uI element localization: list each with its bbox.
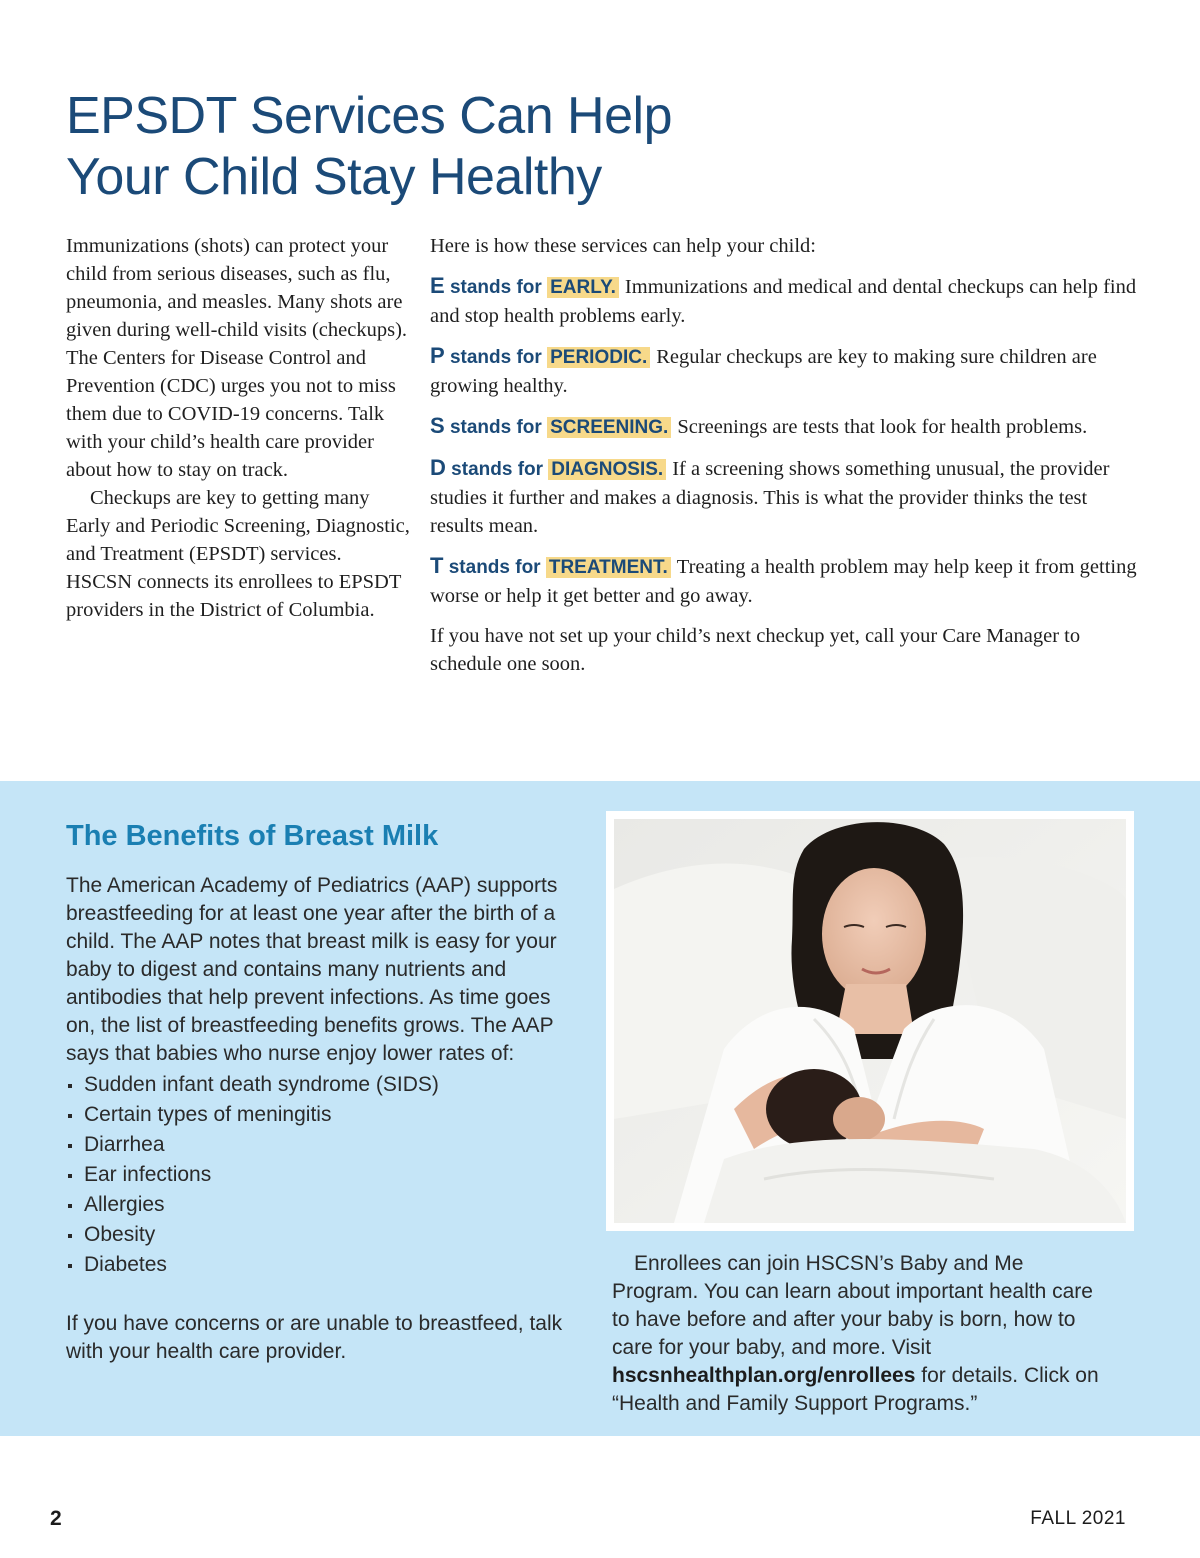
list-item (66, 1130, 576, 1160)
bullet-icon (68, 1174, 72, 1178)
list-item (66, 1220, 576, 1250)
item-description: Screenings are tests that look for health problems. (677, 416, 1088, 438)
bullet-icon (68, 1204, 72, 1208)
list-item-label: Diabetes (84, 1253, 167, 1276)
epsdt-item-screening (430, 412, 1142, 442)
article-title-line-1: EPSDT Services Can Help (66, 87, 672, 145)
enrollees-link[interactable]: hscsnhealthplan.org/enrollees (612, 1364, 916, 1387)
list-item-label: Allergies (84, 1193, 165, 1216)
page-number: 2 (50, 1507, 62, 1530)
list-item (66, 1190, 576, 1220)
item-letter: P (430, 343, 445, 368)
item-keyword-highlight: TREATMENT. (546, 557, 671, 578)
photo-frame (606, 811, 1134, 1231)
item-description: Regular checkups are key to making sure children are growing healthy. (430, 346, 1097, 397)
item-letter: D (430, 455, 446, 480)
panel-paragraph: The American Academy of Pediatrics (AAP) supports breastfeeding for at least one year after the birth of a child. The AAP notes that breast milk is easy for your baby to digest and contains many nutrients and antibodies that help prevent infections. As time goes on, the list of breastfeeding benefits grows. The AAP says that babies who nurse enjoy lower rates of: (66, 874, 558, 1065)
epsdt-intro: Here is how these services can help your child: (430, 235, 816, 257)
mother-nursing-photo (614, 819, 1126, 1223)
epsdt-item-early (430, 272, 1142, 330)
item-letter: S (430, 413, 445, 438)
panel-body (66, 872, 576, 1366)
list-item (66, 1070, 576, 1100)
epsdt-right-column (430, 232, 1142, 678)
item-stands-for: stands for (443, 557, 546, 578)
bullet-icon (68, 1234, 72, 1238)
bullet-icon (68, 1114, 72, 1118)
item-description: Treating a health problem may help keep it from getting worse or help it get better and go away. (430, 556, 1137, 607)
article-title (66, 86, 1066, 208)
item-stands-for: stands for (444, 277, 548, 298)
caption-text-after: for details. Click on “Health and Family Support Programs.” (612, 1364, 1099, 1415)
list-item-label: Certain types of meningitis (84, 1103, 332, 1126)
item-stands-for: stands for (444, 417, 548, 438)
issue-label: FALL 2021 (1030, 1508, 1126, 1529)
item-letter: T (430, 553, 444, 578)
item-keyword-highlight: PERIODIC. (547, 347, 650, 368)
photo-caption (612, 1250, 1112, 1418)
list-item-label: Ear infections (84, 1163, 212, 1186)
list-item-label: Sudden infant death syndrome (SIDS) (84, 1073, 439, 1096)
epsdt-closing: If you have not set up your child’s next checkup yet, call your Care Manager to schedule one soon. (430, 625, 1081, 675)
epsdt-paragraph-2: Checkups are key to getting many Early and Periodic Screening, Diagnostic, and Treatment (EPSDT) services. HSCSN connects its enrollees to EPSDT providers in the District of Columbia. (66, 487, 410, 621)
list-item (66, 1250, 576, 1280)
item-keyword-highlight: DIAGNOSIS. (548, 459, 666, 480)
epsdt-paragraph-1: Immunizations (shots) can protect your child from serious diseases, such as flu, pneumonia, and measles. Many shots are given during well-child visits (checkups). The Centers for Disease Control and Prevention (CDC) urges you not to miss them due to COVID-19 concerns. Talk with your child’s health care provider about how to stay on track. (66, 235, 408, 481)
item-keyword-highlight: SCREENING. (547, 417, 671, 438)
epsdt-item-periodic (430, 342, 1142, 400)
item-stands-for: stands for (444, 347, 548, 368)
epsdt-left-column (66, 232, 411, 624)
breast-milk-panel (0, 781, 1200, 1436)
epsdt-item-diagnosis (430, 454, 1142, 540)
item-letter: E (430, 273, 445, 298)
caption-text-before: Enrollees can join HSCSN’s Baby and Me Program. You can learn about important health care to have before and after your baby is born, how to care for your baby, and more. Visit (612, 1252, 1093, 1359)
panel-title: The Benefits of Breast Milk (66, 820, 439, 852)
bullet-icon (68, 1084, 72, 1088)
epsdt-item-treatment (430, 552, 1142, 610)
list-item-label: Obesity (84, 1223, 156, 1246)
list-item (66, 1160, 576, 1190)
list-item-label: Diarrhea (84, 1133, 165, 1156)
list-item (66, 1100, 576, 1130)
item-keyword-highlight: EARLY. (547, 277, 619, 298)
item-description: If a screening shows something unusual, the provider studies it further and makes a diagnosis. This is what the provider thinks the test results mean. (430, 458, 1110, 537)
bullet-icon (68, 1264, 72, 1268)
article-title-line-2: Your Child Stay Healthy (66, 148, 602, 206)
item-description: Immunizations and medical and dental checkups can help find and stop health problems early. (430, 276, 1137, 327)
benefits-list (66, 1070, 576, 1280)
bullet-icon (68, 1144, 72, 1148)
item-stands-for: stands for (445, 459, 549, 480)
panel-closing: If you have concerns or are unable to breastfeed, talk with your health care provider. (66, 1312, 563, 1363)
